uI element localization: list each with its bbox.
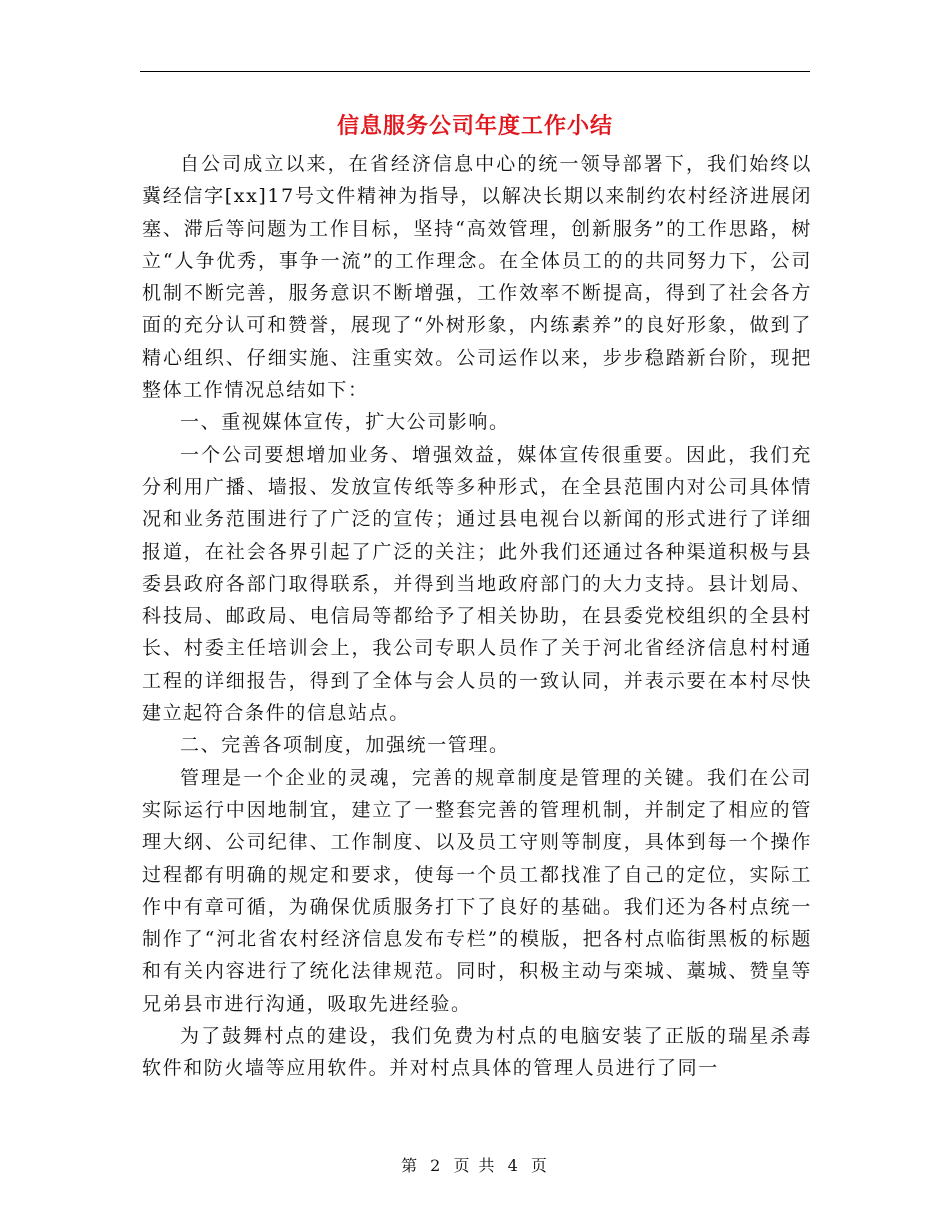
section-heading-management: 二、完善各项制度，加强统一管理。 [180,734,510,757]
paragraph-management: 管理是一个企业的灵魂，完善的规章制度是管理的关键。我们在公司实际运行中因地制宜，建立了一整套完善的管理机制，并制定了相应的管理大纲、公司纪律、工作制度、以及员工守则等制度，具体到每一个操作过程都有明确的规定和要求，使每一个员工都找准了自己的定位，实际工作中有章可循，为确保优质服务打下了良好的基础。我们还为各村点统一制作了“河北省农村经济信息发布专栏”的模版，把各村点临街黑板的标题和有关内容进行了统化法律规范。同时，积极主动与栾城、藁城、赞皇等兄弟县市进行沟通，吸取先进经验。 [142,766,812,1015]
footer-current-page: 2 [430,1156,443,1175]
document-title: 信息服务公司年度工作小结 [336,113,613,139]
paragraph-media: 一个公司要想增加业务、增强效益，媒体宣传很重要。因此，我们充分利用广播、墙报、发放宣传纸等多种形式，在全县范围内对公司具体情况和业务范围进行了广泛的宣传；通过县电视台以新闻的形式进行了详细报道，在社会各界引起了广泛的关注；此外我们还通过各种渠道积极与县委县政府各部门取得联系，并得到当地政府部门的大力支持。县计划局、科技局、邮政局、电信局等都给予了相关协助，在县委党校组织的全县村长、村委主任培训会上，我公司专职人员作了关于河北省经济信息村村通工程的详细报告，得到了全体与会人员的一致认同，并表示要在本村尽快建立起符合条件的信息站点。 [142,443,812,725]
footer-suffix: 页 [530,1156,549,1175]
footer-total-pages: 4 [507,1156,520,1175]
footer-prefix: 第 [401,1156,420,1175]
paragraph-intro: 自公司成立以来，在省经济信息中心的统一领导部署下，我们始终以冀经信字[xx]17号文件精神为指导，以解决长期以来制约农村经济进展闭塞、滞后等问题为工作目标，坚持“高效管理，创新服务”的工作思路，树立“人争优秀，事争一流”的工作理念。在全体员工的的共同努力下，公司机制不断完善，服务意识不断增强，工作效率不断提高，得到了社会各方面的充分认可和赞誉，展现了“外树形象，内练素养”的良好形象，做到了精心组织、仔细实施、注重实效。公司运作以来，步步稳踏新台阶，现把整体工作情况总结如下： [142,153,812,402]
header-rule [140,71,810,72]
page-footer [0,1154,950,1178]
document-body [142,148,812,1085]
paragraph-software: 为了鼓舞村点的建设，我们免费为村点的电脑安装了正版的瑞星杀毒软件和防火墙等应用软件。并对村点具体的管理人员进行了同一 [142,1025,812,1080]
section-heading-media: 一、重视媒体宣传，扩大公司影响。 [180,411,510,434]
footer-middle: 页 共 [453,1156,497,1175]
